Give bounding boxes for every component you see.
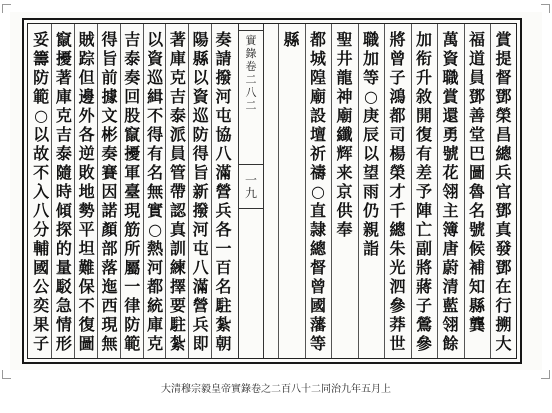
crop-mark (541, 4, 550, 13)
column-rule (331, 24, 332, 358)
text-column-left: 著 庫 克 吉 泰 派 員 管 帶 認 真 訓 練 擇 要 駐 紮 (169, 30, 186, 353)
center-fold (238, 24, 264, 358)
fold-marker (239, 164, 263, 165)
column-rule (305, 24, 306, 358)
text-column-right: 縣 (283, 30, 300, 49)
text-column-right: 職 加 等 ○ 庚 辰 以 望 雨 仍 親 詣 (362, 30, 379, 258)
page-number: 一 九 (244, 173, 257, 200)
text-column-left: 陽 縣 以 資 巡 防 得 旨 新 撥 河 屯 八 滿 營 兵 即 (192, 30, 209, 353)
fold-title: 實 錄 卷 二 八 二 (245, 34, 257, 112)
text-column-right: 聖 井 龍 神 廟 纖 辉 来 京 供 奉 (336, 30, 353, 239)
text-column-right: 都 城 隍 廟 設 壇 祈 禱 ○ 直 隷 總 督 曾 國 藩 等 (309, 30, 326, 353)
column-rule (490, 24, 491, 358)
text-column-left: 得 旨 前 據 文 彬 奏 賽 因 諾 顏 部 落 迤 西 現 無 (101, 30, 118, 353)
crop-mark (2, 370, 11, 379)
column-rule (437, 24, 438, 358)
text-column-right: 萬 資 職 賞 還 勇 號 花 翎 主 簿 唐 蔚 清 藍 翎 餘 (442, 30, 459, 353)
text-column-left: 以 資 巡 緝 不 得 有 名 無 實 ○ 熱 河 都 統 庫 克 (147, 30, 164, 353)
text-column-left: 吉 泰 奏 回 股 竄 擾 軍 臺 現 筋 所 屬 一 律 防 範 (124, 30, 141, 353)
text-column-left: 奏 請 撥 河 屯 協 八 滿 營 兵 各 一 百 名 駐 紮 朝 (215, 30, 232, 353)
column-rule (411, 24, 412, 358)
fold-marker (239, 30, 263, 31)
image-caption: 大清穆宗毅皇帝實錄卷之二百八十二同治九年五月上 (161, 384, 391, 395)
text-column-right: 賞 提 督 鄧 榮 昌 總 兵 官 鄧 真 發 鄧 在 行 搠 大 (495, 30, 512, 353)
scanned-page (10, 12, 542, 370)
text-column-left: 妥 籌 防 範 ○ 以 故 不 入 八 分 輔 國 公 奕 果 子 (33, 30, 50, 353)
text-column-left: 賊 踪 但 邊 外 各 逆 敗 地 勢 平 坦 難 保 不 復 圖 (78, 30, 95, 353)
column-rule (464, 24, 465, 358)
crop-mark (541, 370, 550, 379)
column-rule (384, 24, 385, 358)
column-rule (278, 24, 279, 358)
text-column-right: 福 道 員 鄧 善 堂 巴 圖 魯 名 號 候 補 知 縣 龔 (468, 30, 485, 334)
text-column-right: 加 衔 升 敘 開 復 有 差 予 陣 亡 副 將 蔣 子 鶯 參 (415, 30, 432, 353)
text-column-right: 將 曾 子 鴻 都 司 楊 榮 才 千 總 朱 光 泗 參 莽 世 (389, 30, 406, 353)
fold-marker (239, 208, 263, 209)
column-rule (358, 24, 359, 358)
text-column-left: 竄 擾 著 庫 克 吉 泰 隨 時 傾 探 的 量 駁 急 情 形 (55, 30, 72, 353)
